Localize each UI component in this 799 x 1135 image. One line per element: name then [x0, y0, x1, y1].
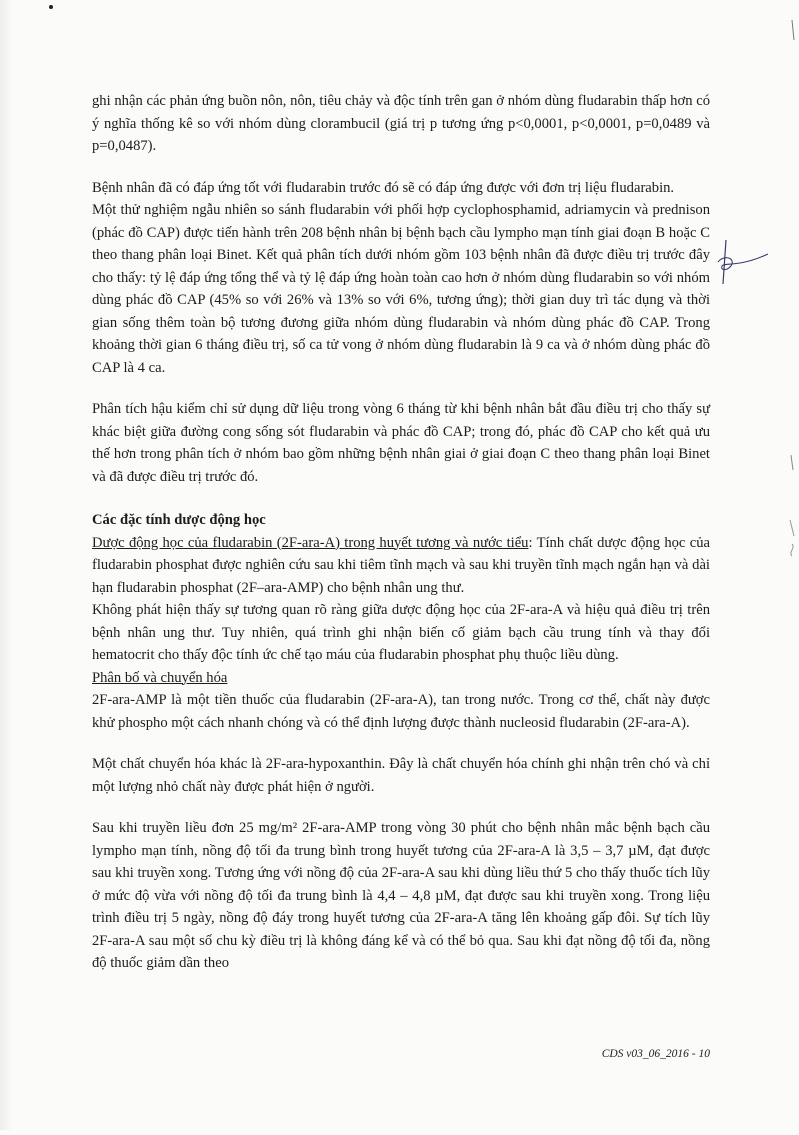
- page-footer: CDS v03_06_2016 - 10: [601, 1048, 710, 1060]
- scan-dot: [49, 5, 53, 9]
- paragraph-7: 2F-ara-AMP là một tiền thuốc của fludarabin (2F-ara-A), tan trong nước. Trong cơ thể, chất này được khử phospho một cách nhanh chóng và có thể định lượng được thành nucleosid fludarabin (2F-ara-A).: [92, 692, 710, 731]
- subheading-distribution: Phân bố và chuyển hóa: [92, 669, 228, 686]
- paragraph-1: ghi nhận các phản ứng buồn nôn, nôn, tiêu chảy và độc tính trên gan ở nhóm dùng fludarabin thấp hơn có ý nghĩa thống kê so với nhóm dùng clorambucil (giá trị p tương ứng p<0,0001, p<0,0001, p=0,0489 và p=0,0487).: [92, 93, 710, 154]
- paragraph-5: [92, 532, 710, 600]
- paragraph-6: Không phát hiện thấy sự tương quan rõ ràng giữa dược động học của 2F-ara-A và hiệu quả điều trị trên bệnh nhân ung thư. Tuy nhiên, quá trình ghi nhận biến cố giảm bạch cầu trung tính và thay đổi hematocrit cho thấy độc tính ức chế tạo máu của fludarabin phosphat phụ thuộc liều dùng.: [92, 602, 710, 663]
- paragraph-8: Một chất chuyển hóa khác là 2F-ara-hypoxanthin. Đây là chất chuyển hóa chính ghi nhận trên chó và chỉ một lượng nhỏ chất này được phát hiện ở người.: [92, 756, 710, 795]
- paragraph-3: Một thử nghiệm ngẫu nhiên so sánh fludarabin với phối hợp cyclophosphamid, adriamycin và prednison (phác đồ CAP) được tiến hành trên 208 bệnh nhân bị bệnh bạch cầu lympho mạn tính giai đoạn B hoặc C theo thang phân loại Binet. Kết quả phân tích dưới nhóm gồm 103 bệnh nhân đã được điều trị trước đây cho thấy: tỷ lệ đáp ứng tổng thể và tỷ lệ đáp ứng hoàn toàn cao hơn ở nhóm dùng fludarabin so với nhóm dùng phác đồ CAP (45% so với 26% và 13% so với 6%, tương ứng); thời gian duy trì tác dụng và thời gian sống thêm toàn bộ tương đương giữa nhóm dùng fludarabin và nhóm dùng phác đồ CAP. Trong khoảng thời gian 6 tháng điều trị, số ca tử vong ở nhóm dùng fludarabin là 9 ca và ở nhóm dùng phác đồ CAP là 4 ca.: [92, 202, 710, 376]
- paragraph-4: Phân tích hậu kiểm chỉ sử dụng dữ liệu trong vòng 6 tháng từ khi bệnh nhân bắt đầu điều trị cho thấy sự khác biệt giữa đường cong sống sót fludarabin và phác đồ CAP; trong đó, phác đồ CAP cho kết quả ưu thế hơn trong phân tích ở nhóm bao gồm những bệnh nhân giai ở giai đoạn C theo thang phân loại Binet và đã được điều trị trước đó.: [92, 401, 710, 485]
- scan-edge-marks: [770, 0, 799, 1130]
- scan-shadow: [0, 0, 14, 1130]
- paragraph-9: Sau khi truyền liều đơn 25 mg/m² 2F-ara-AMP trong vòng 30 phút cho bệnh nhân mắc bệnh bạch cầu lympho mạn tính, nồng độ tối đa trung bình trong huyết tương của 2F-ara-A là 3,5 – 3,7 µM, đạt được sau khi truyền xong. Tương ứng với nồng độ của 2F-ara-A sau khi dùng liều thứ 5 cho thấy thuốc tích lũy ở mức độ vừa với nồng độ tối đa trung bình là 4,4 – 4,8 µM, đạt được sau khi truyền xong. Trong liệu trình điều trị 5 ngày, nồng độ đáy trong huyết tương của 2F-ara-A tăng lên khoảng gấp đôi. Sự tích lũy 2F-ara-A sau một số chu kỳ điều trị là không đáng kể và có thể bỏ qua. Sau khi đạt nồng độ tối đa, nồng độ thuốc giảm dần theo: [92, 820, 710, 971]
- subheading-pharmacokinetics: Dược động học của fludarabin (2F-ara-A) trong huyết tương và nước tiểu: [92, 534, 529, 551]
- document-body: [92, 90, 710, 975]
- section-heading: Các đặc tính dược động học: [92, 512, 266, 528]
- handwritten-margin-mark: [712, 238, 772, 293]
- paragraph-2: Bệnh nhân đã có đáp ứng tốt với fludarabin trước đó sẽ có đáp ứng được với đơn trị liệu fludarabin.: [92, 179, 675, 196]
- paragraph-5-text: : Tính chất dược động học của fludarabin phosphat được nghiên cứu sau khi tiêm tĩnh mạch và sau khi truyền tĩnh mạch ngắn hạn và dài hạn fludarabin phosphat (2F–ara-AMP) cho bệnh nhân ung thư.: [92, 534, 710, 596]
